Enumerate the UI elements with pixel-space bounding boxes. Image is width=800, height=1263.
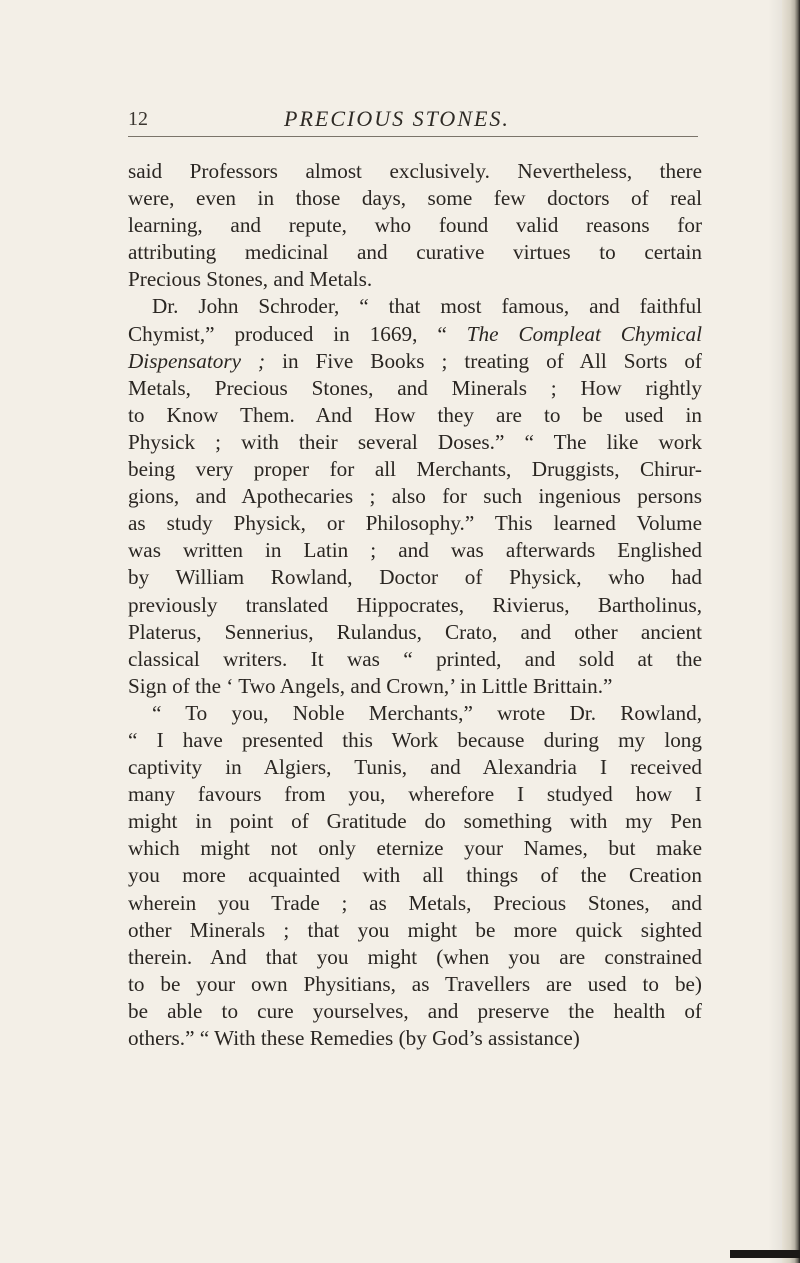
- text-line: Platerus, Sennerius, Rulandus, Crato, and other ancient: [128, 619, 702, 644]
- text-line: wherein you Trade ; as Metals, Precious Stones, and: [128, 890, 702, 915]
- text-line: captivity in Algiers, Tunis, and Alexandria I received: [128, 755, 702, 780]
- page-number: 12: [128, 108, 148, 130]
- text-line: to be your own Physitians, as Travellers are used to be): [128, 971, 702, 996]
- text-line: attributing medicinal and curative virtues to certain: [128, 240, 702, 265]
- page-bottom-edge: [730, 1250, 800, 1258]
- text-line: Dr. John Schroder, “ that most famous, and faithful: [152, 294, 702, 319]
- text-line: said Professors almost exclusively. Nevertheless, there: [128, 159, 702, 183]
- page-gutter-shadow: [768, 0, 782, 1263]
- text-line: Precious Stones, and Metals.: [128, 267, 373, 292]
- text-line: “ I have presented this Work because during my long: [128, 727, 702, 752]
- text-segment: in Five Books ; treating of All Sorts of: [265, 348, 702, 373]
- page-header: [128, 104, 698, 144]
- text-line: gions, and Apothecaries ; also for such ingenious persons: [128, 484, 702, 509]
- text-line: was written in Latin ; and was afterwards Englished: [128, 538, 702, 563]
- text-line: previously translated Hippocrates, Rivierus, Bartholinus,: [128, 592, 702, 617]
- text-line: Physick ; with their several Doses.” “ The like work: [128, 429, 702, 454]
- italic-title: The Compleat Chymical: [466, 321, 702, 346]
- text-line: being very proper for all Merchants, Druggists, Chirur-: [128, 457, 702, 482]
- text-line: which might not only eternize your Names, but make: [128, 836, 702, 861]
- text-line: as study Physick, or Philosophy.” This learned Volume: [128, 511, 702, 536]
- text-line: others.” “ With these Remedies (by God’s assistance): [128, 1026, 580, 1050]
- text-line: might in point of Gratitude do something with my Pen: [128, 809, 702, 834]
- header-rule: [128, 136, 698, 137]
- text-line: you more acquainted with all things of the Creation: [128, 863, 702, 888]
- text-line: be able to cure yourselves, and preserve the health of: [128, 998, 702, 1023]
- running-title: PRECIOUS STONES.: [284, 106, 510, 131]
- text-line: many favours from you, wherefore I studyed how I: [128, 782, 702, 807]
- text-line: [128, 348, 702, 375]
- text-line: classical writers. It was “ printed, and sold at the: [128, 646, 702, 671]
- text-line: by William Rowland, Doctor of Physick, who had: [128, 565, 702, 590]
- text-line: learning, and repute, who found valid reasons for: [128, 213, 702, 238]
- text-line: were, even in those days, some few doctors of real: [128, 186, 702, 211]
- text-line: Metals, Precious Stones, and Minerals ; How rightly: [128, 375, 702, 400]
- body-text: [128, 158, 702, 1052]
- text-line: therein. And that you might (when you are constrained: [128, 944, 702, 969]
- page-edge: [782, 0, 800, 1263]
- text-line: other Minerals ; that you might be more quick sighted: [128, 917, 702, 942]
- text-line: Sign of the ‘ Two Angels, and Crown,’ in Little Brittain.”: [128, 673, 613, 698]
- text-segment: Chymist,” produced in 1669, “: [128, 321, 467, 346]
- text-line: to Know Them. And How they are to be used in: [128, 402, 702, 427]
- text-line: “ To you, Noble Merchants,” wrote Dr. Rowland,: [152, 700, 702, 725]
- text-line: [128, 321, 702, 348]
- italic-title: Dispensatory ;: [128, 348, 266, 373]
